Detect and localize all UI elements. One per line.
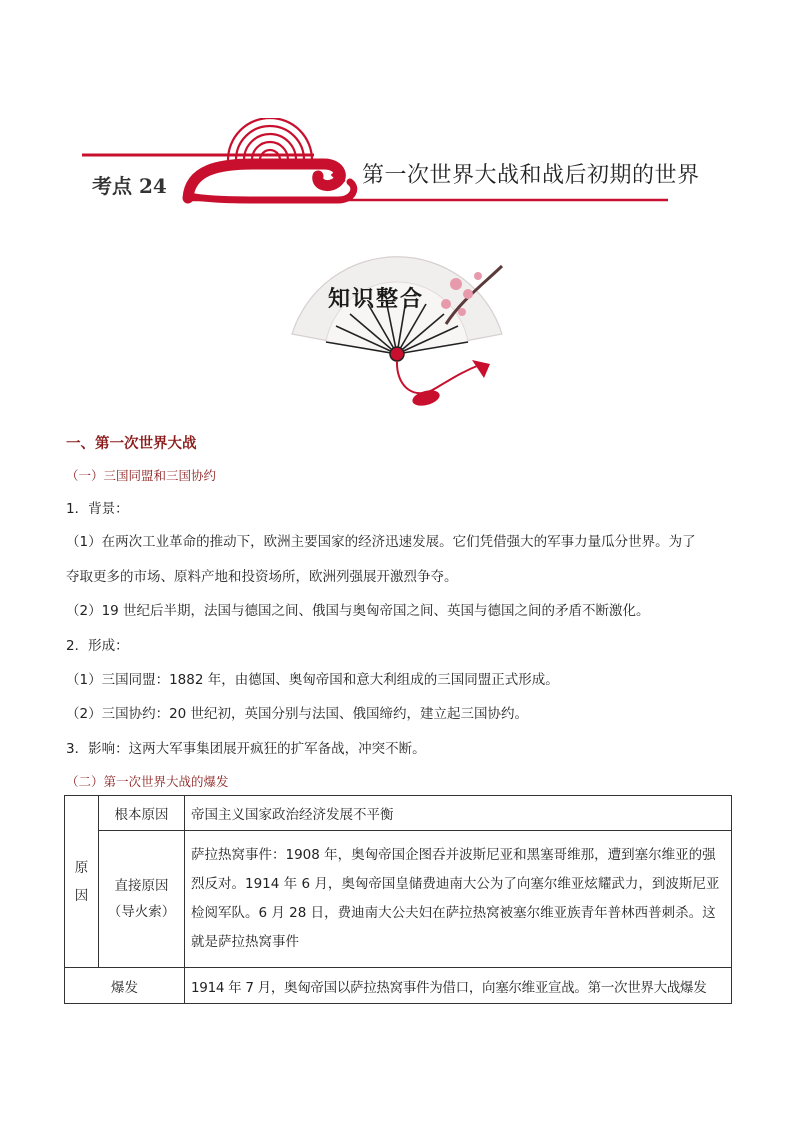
root-cause-text: 帝国主义国家政治经济发展不平衡 [185,796,732,831]
topic-number-label: 考点 24 [92,174,167,198]
direct-cause-label-cell [99,831,185,968]
table-row [65,831,732,968]
subsection-heading-2: （二）第一次世界大战的爆发 [66,774,229,789]
formation-title: 2．形成： [66,638,129,654]
background-point-1-line-2: 夺取更多的市场、原料产地和投资场所，欧洲列强展开激烈争夺。 [66,569,458,585]
effect-point: 3．影响：这两大军事集团展开疯狂的扩军备战，冲突不断。 [66,741,426,757]
trigger-label: （导火索） [107,904,176,920]
formation-point-1: （1）三国同盟：1882 年，由德国、奥匈帝国和意大利组成的三国同盟正式形成。 [66,672,559,688]
subsection-heading-1: （一）三国同盟和三国协约 [66,468,217,483]
cause-label: 原因 [74,859,89,904]
cause-cell [65,796,99,968]
root-cause-label: 根本原因 [99,796,185,831]
direct-cause-text: 萨拉热窝事件：1908 年，奥匈帝国企图吞并波斯尼亚和黑塞哥维那，遭到塞尔维亚的强烈反对。1914 年 6 月，奥匈帝国皇储费迪南大公为了向塞尔维亚炫耀武力，到波斯尼亚检阅军队。6 月 28 日，费迪南大公夫妇在萨拉热窝被塞尔维亚族青年普林西普刺杀。这就是萨拉热窝事件 [185,831,732,968]
table-row [65,796,732,831]
outbreak-label: 爆发 [65,968,185,1004]
formation-point-2: （2）三国协约：20 世纪初，英国分别与法国、俄国缔约，建立起三国协约。 [66,706,529,722]
background-title: 1．背景： [66,501,129,517]
outbreak-text: 1914 年 7 月，奥匈帝国以萨拉热窝事件为借口，向塞尔维亚宣战。第一次世界大战爆发 [185,968,732,1004]
background-point-1-line-1: （1）在两次工业革命的推动下，欧洲主要国家的经济迅速发展。它们凭借强大的军事力量瓜分世界。为了 [66,534,696,550]
background-point-2: （2）19 世纪后半期，法国与德国之间、俄国与奥匈帝国之间、英国与德国之间的矛盾不断激化。 [66,603,650,619]
fan-illustration [286,246,508,416]
page-title: 第一次世界大战和战后初期的世界 [362,163,700,188]
section-heading: 一、第一次世界大战 [66,436,197,452]
war-outbreak-table [64,795,732,1004]
table-row [65,968,732,1004]
direct-cause-label: 直接原因 [114,878,169,894]
fan-title: 知识整合 [328,286,425,312]
